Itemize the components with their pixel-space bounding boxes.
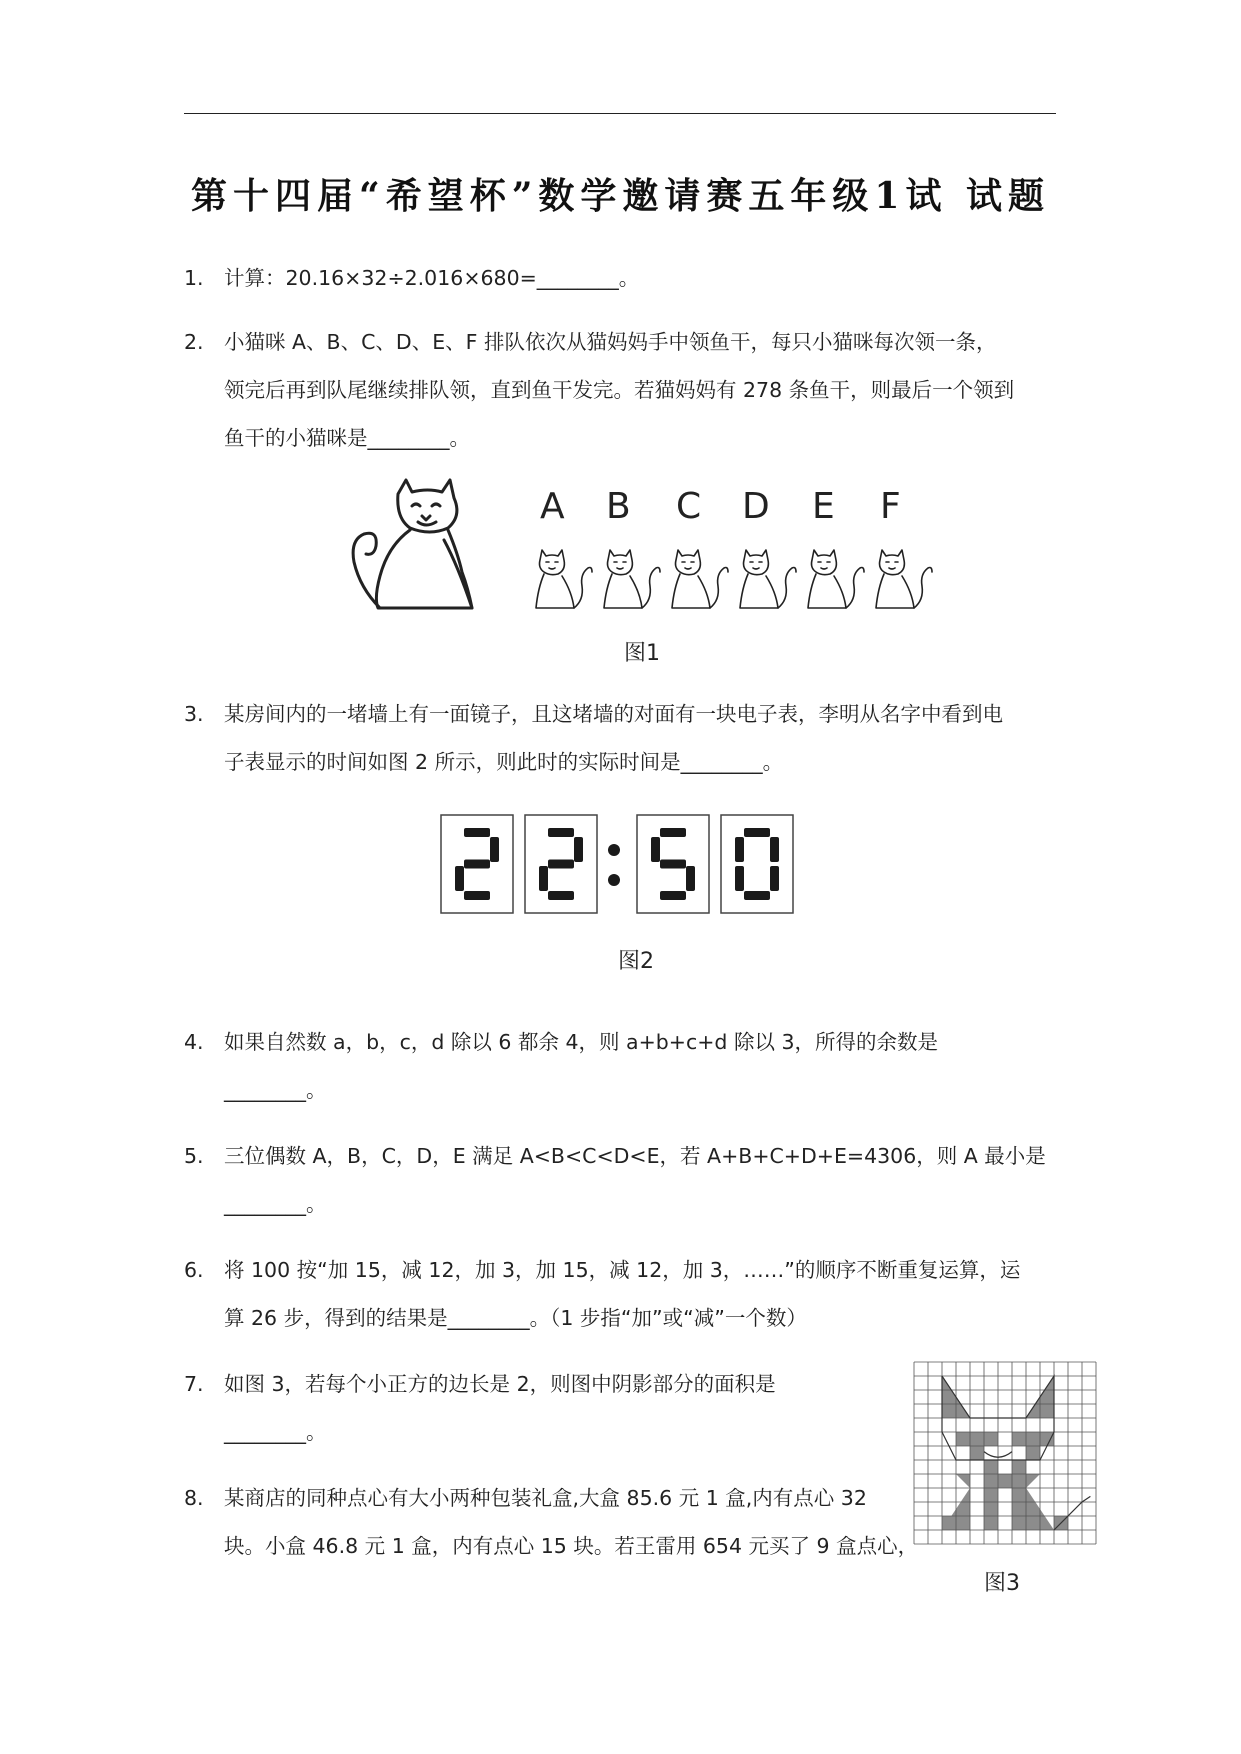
kitten-f-icon — [876, 550, 932, 608]
question-1 — [184, 254, 639, 302]
clock-digit — [525, 815, 597, 913]
question-text: 鱼干的小猫咪是________。 — [224, 426, 470, 450]
page-title: 第十四届“希望杯”数学邀请赛五年级1试 试题 — [191, 175, 1050, 217]
digit-segment — [651, 837, 660, 862]
question-number: 2. — [184, 330, 204, 354]
question-number: 8. — [184, 1486, 204, 1510]
digit-segment — [744, 891, 770, 900]
question-4 — [184, 1018, 938, 1114]
digit-segment — [770, 837, 779, 862]
kitten-d-icon — [740, 550, 796, 608]
digit-segment — [735, 837, 744, 862]
digit-segment — [770, 866, 779, 891]
figure-2-caption: 图2 — [618, 949, 654, 974]
digit-segment — [686, 866, 695, 891]
kitten-letter: A — [540, 486, 565, 527]
clock-digit — [441, 815, 513, 913]
kitten-c-icon — [672, 550, 728, 608]
question-number: 7. — [184, 1372, 204, 1396]
question-2 — [184, 318, 1014, 462]
digit-segment — [464, 828, 490, 837]
header-rule — [184, 113, 1056, 114]
digit-segment — [464, 891, 490, 900]
question-text: 如果自然数 a，b，c，d 除以 6 都余 4，则 a+b+c+d 除以 3，所得的余数是 — [224, 1030, 939, 1054]
kitten-row — [532, 548, 952, 614]
digit-segment — [490, 837, 499, 862]
grid-cat-figure — [914, 1362, 1096, 1544]
question-number: 6. — [184, 1258, 204, 1282]
question-text: 领完后再到队尾继续排队领，直到鱼干发完。若猫妈妈有 278 条鱼干，则最后一个领到 — [224, 378, 1015, 402]
question-7 — [184, 1360, 776, 1456]
digit-segment — [574, 837, 583, 862]
mother-cat-drawing — [340, 476, 480, 616]
digit-segment — [660, 860, 686, 869]
kitten-b-icon — [604, 550, 660, 608]
digit-segment — [464, 860, 490, 869]
question-number: 5. — [184, 1144, 204, 1168]
question-text: 三位偶数 A，B，C，D，E 满足 A<B<C<D<E，若 A+B+C+D+E=4306，则 A 最小是 — [224, 1144, 1046, 1168]
figure-3-caption: 图3 — [984, 1571, 1020, 1596]
kitten-letter: B — [606, 486, 631, 527]
question-text: 计算：20.16×32÷2.016×680=________。 — [224, 266, 640, 290]
digit-segment — [744, 828, 770, 837]
question-text: 算 26 步，得到的结果是________。（1 步指“加”或“减”一个数） — [224, 1306, 807, 1330]
question-text: 如图 3，若每个小正方的边长是 2，则图中阴影部分的面积是 — [224, 1372, 776, 1396]
question-text: 某商店的同种点心有大小两种包装礼盒,大盒 85.6 元 1 盒,内有点心 32 — [224, 1486, 867, 1510]
question-3 — [184, 690, 1003, 786]
grid-lines — [914, 1362, 1096, 1544]
digit-segment — [539, 866, 548, 891]
kitten-letter: E — [812, 486, 835, 527]
kitten-e-icon — [808, 550, 864, 608]
question-number: 4. — [184, 1030, 204, 1054]
clock-separator — [608, 844, 620, 886]
clock-digit — [721, 815, 793, 913]
digital-clock — [440, 814, 840, 926]
digit-segment — [455, 866, 464, 891]
question-text: ________。 — [224, 1078, 327, 1102]
question-text: 某房间内的一堵墙上有一面镜子，且这堵墙的对面有一块电子表，李明从名字中看到电 — [224, 702, 1003, 726]
kitten-letter: D — [742, 486, 770, 527]
question-text: 块。小盒 46.8 元 1 盒，内有点心 15 块。若王雷用 654 元买了 9 盒点心， — [224, 1534, 919, 1558]
digit-segment — [548, 828, 574, 837]
question-text: ________。 — [224, 1420, 327, 1444]
digit-segment — [548, 891, 574, 900]
clock-digit — [637, 815, 709, 913]
question-text: 将 100 按“加 15，减 12，加 3，加 15，减 12，加 3，……”的顺序不断重复运算，运 — [224, 1258, 1021, 1282]
digit-segment — [660, 828, 686, 837]
digit-segment — [735, 866, 744, 891]
question-text: 小猫咪 A、B、C、D、E、F 排队依次从猫妈妈手中领鱼干，每只小猫咪每次领一条， — [224, 330, 997, 354]
figure-1-caption: 图1 — [624, 641, 660, 666]
kitten-letter: F — [880, 486, 901, 527]
question-text: 子表显示的时间如图 2 所示，则此时的实际时间是________。 — [224, 750, 784, 774]
question-6 — [184, 1246, 1020, 1342]
digit-segment — [548, 860, 574, 869]
kitten-a-icon — [536, 550, 592, 608]
digit-segment — [660, 891, 686, 900]
question-text: ________。 — [224, 1192, 327, 1216]
question-number: 1. — [184, 266, 204, 290]
question-5 — [184, 1132, 1046, 1228]
kitten-letter: C — [676, 486, 702, 527]
question-number: 3. — [184, 702, 204, 726]
question-8 — [184, 1474, 918, 1570]
